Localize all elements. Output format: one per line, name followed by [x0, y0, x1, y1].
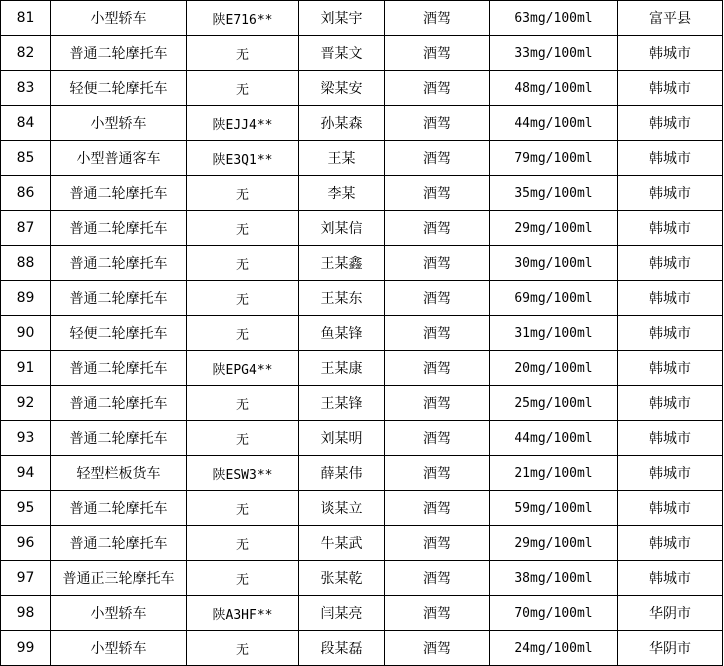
table-row — [1, 421, 723, 456]
alcohol-level-cell: 31mg/100ml — [490, 316, 618, 351]
violation-type-cell: 酒驾 — [385, 36, 490, 71]
violation-type-cell: 酒驾 — [385, 316, 490, 351]
violation-type-cell: 酒驾 — [385, 421, 490, 456]
location-cell: 韩城市 — [618, 386, 723, 421]
row-number-cell: 93 — [1, 421, 51, 456]
driver-name-cell: 牛某武 — [299, 526, 385, 561]
plate-number-cell: 无 — [187, 631, 299, 666]
driver-name-cell: 刘某信 — [299, 211, 385, 246]
table-row — [1, 386, 723, 421]
location-cell: 华阴市 — [618, 631, 723, 666]
alcohol-level-cell: 44mg/100ml — [490, 106, 618, 141]
plate-number-cell: 无 — [187, 561, 299, 596]
driver-name-cell: 王某鑫 — [299, 246, 385, 281]
location-cell: 韩城市 — [618, 526, 723, 561]
alcohol-level-cell: 24mg/100ml — [490, 631, 618, 666]
table-row — [1, 351, 723, 386]
violation-type-cell: 酒驾 — [385, 351, 490, 386]
vehicle-type-cell: 普通二轮摩托车 — [51, 281, 187, 316]
driver-name-cell: 段某磊 — [299, 631, 385, 666]
location-cell: 韩城市 — [618, 491, 723, 526]
plate-number-cell: 无 — [187, 211, 299, 246]
table-row — [1, 456, 723, 491]
plate-number-cell: 陕ESW3** — [187, 456, 299, 491]
vehicle-type-cell: 小型轿车 — [51, 596, 187, 631]
violation-type-cell: 酒驾 — [385, 281, 490, 316]
alcohol-level-cell: 29mg/100ml — [490, 211, 618, 246]
plate-number-cell: 无 — [187, 491, 299, 526]
vehicle-type-cell: 轻便二轮摩托车 — [51, 71, 187, 106]
vehicle-type-cell: 普通正三轮摩托车 — [51, 561, 187, 596]
violation-type-cell: 酒驾 — [385, 386, 490, 421]
table-row — [1, 141, 723, 176]
violation-type-cell: 酒驾 — [385, 1, 490, 36]
location-cell: 韩城市 — [618, 316, 723, 351]
driver-name-cell: 王某东 — [299, 281, 385, 316]
plate-number-cell: 无 — [187, 176, 299, 211]
row-number-cell: 91 — [1, 351, 51, 386]
vehicle-type-cell: 普通二轮摩托车 — [51, 211, 187, 246]
alcohol-level-cell: 70mg/100ml — [490, 596, 618, 631]
violation-type-cell: 酒驾 — [385, 211, 490, 246]
vehicle-type-cell: 轻便二轮摩托车 — [51, 316, 187, 351]
location-cell: 华阴市 — [618, 596, 723, 631]
row-number-cell: 84 — [1, 106, 51, 141]
violation-type-cell: 酒驾 — [385, 491, 490, 526]
location-cell: 富平县 — [618, 1, 723, 36]
alcohol-level-cell: 59mg/100ml — [490, 491, 618, 526]
table-row — [1, 281, 723, 316]
driver-name-cell: 王某康 — [299, 351, 385, 386]
driver-name-cell: 王某锋 — [299, 386, 385, 421]
row-number-cell: 85 — [1, 141, 51, 176]
plate-number-cell: 无 — [187, 526, 299, 561]
plate-number-cell: 陕EPG4** — [187, 351, 299, 386]
driver-name-cell: 梁某安 — [299, 71, 385, 106]
alcohol-level-cell: 35mg/100ml — [490, 176, 618, 211]
row-number-cell: 82 — [1, 36, 51, 71]
alcohol-level-cell: 38mg/100ml — [490, 561, 618, 596]
alcohol-level-cell: 79mg/100ml — [490, 141, 618, 176]
driver-name-cell: 鱼某锋 — [299, 316, 385, 351]
plate-number-cell: 无 — [187, 421, 299, 456]
table-row — [1, 526, 723, 561]
table-row — [1, 596, 723, 631]
table-row — [1, 36, 723, 71]
alcohol-level-cell: 69mg/100ml — [490, 281, 618, 316]
plate-number-cell: 陕A3HF** — [187, 596, 299, 631]
table-row — [1, 316, 723, 351]
plate-number-cell: 无 — [187, 246, 299, 281]
row-number-cell: 88 — [1, 246, 51, 281]
table-body — [1, 1, 723, 666]
driver-name-cell: 刘某明 — [299, 421, 385, 456]
plate-number-cell: 陕E3Q1** — [187, 141, 299, 176]
alcohol-level-cell: 29mg/100ml — [490, 526, 618, 561]
plate-number-cell: 陕EJJ4** — [187, 106, 299, 141]
table-row — [1, 211, 723, 246]
row-number-cell: 92 — [1, 386, 51, 421]
violation-type-cell: 酒驾 — [385, 176, 490, 211]
location-cell: 韩城市 — [618, 351, 723, 386]
vehicle-type-cell: 普通二轮摩托车 — [51, 491, 187, 526]
table-row — [1, 1, 723, 36]
vehicle-type-cell: 普通二轮摩托车 — [51, 176, 187, 211]
table-row — [1, 561, 723, 596]
row-number-cell: 89 — [1, 281, 51, 316]
row-number-cell: 90 — [1, 316, 51, 351]
driver-name-cell: 闫某亮 — [299, 596, 385, 631]
violation-type-cell: 酒驾 — [385, 246, 490, 281]
row-number-cell: 81 — [1, 1, 51, 36]
driver-name-cell: 晋某文 — [299, 36, 385, 71]
location-cell: 韩城市 — [618, 106, 723, 141]
violation-type-cell: 酒驾 — [385, 106, 490, 141]
vehicle-type-cell: 小型轿车 — [51, 1, 187, 36]
row-number-cell: 87 — [1, 211, 51, 246]
row-number-cell: 83 — [1, 71, 51, 106]
driver-name-cell: 谈某立 — [299, 491, 385, 526]
alcohol-level-cell: 63mg/100ml — [490, 1, 618, 36]
vehicle-type-cell: 普通二轮摩托车 — [51, 386, 187, 421]
vehicle-type-cell: 小型普通客车 — [51, 141, 187, 176]
vehicle-type-cell: 普通二轮摩托车 — [51, 36, 187, 71]
location-cell: 韩城市 — [618, 561, 723, 596]
alcohol-level-cell: 44mg/100ml — [490, 421, 618, 456]
location-cell: 韩城市 — [618, 456, 723, 491]
table-row — [1, 106, 723, 141]
row-number-cell: 97 — [1, 561, 51, 596]
violation-type-cell: 酒驾 — [385, 526, 490, 561]
alcohol-level-cell: 21mg/100ml — [490, 456, 618, 491]
location-cell: 韩城市 — [618, 176, 723, 211]
vehicle-type-cell: 普通二轮摩托车 — [51, 246, 187, 281]
table-row — [1, 631, 723, 666]
vehicle-type-cell: 轻型栏板货车 — [51, 456, 187, 491]
driver-name-cell: 薛某伟 — [299, 456, 385, 491]
row-number-cell: 96 — [1, 526, 51, 561]
plate-number-cell: 陕E716** — [187, 1, 299, 36]
driver-name-cell: 王某 — [299, 141, 385, 176]
table-row — [1, 491, 723, 526]
vehicle-type-cell: 普通二轮摩托车 — [51, 526, 187, 561]
violation-type-cell: 酒驾 — [385, 456, 490, 491]
location-cell: 韩城市 — [618, 211, 723, 246]
vehicle-type-cell: 普通二轮摩托车 — [51, 421, 187, 456]
driver-name-cell: 孙某森 — [299, 106, 385, 141]
violation-type-cell: 酒驾 — [385, 631, 490, 666]
table-row — [1, 176, 723, 211]
alcohol-level-cell: 48mg/100ml — [490, 71, 618, 106]
location-cell: 韩城市 — [618, 281, 723, 316]
plate-number-cell: 无 — [187, 316, 299, 351]
row-number-cell: 98 — [1, 596, 51, 631]
location-cell: 韩城市 — [618, 141, 723, 176]
plate-number-cell: 无 — [187, 36, 299, 71]
violation-type-cell: 酒驾 — [385, 596, 490, 631]
table-row — [1, 71, 723, 106]
violation-type-cell: 酒驾 — [385, 71, 490, 106]
violation-type-cell: 酒驾 — [385, 561, 490, 596]
location-cell: 韩城市 — [618, 36, 723, 71]
row-number-cell: 95 — [1, 491, 51, 526]
row-number-cell: 94 — [1, 456, 51, 491]
alcohol-level-cell: 25mg/100ml — [490, 386, 618, 421]
alcohol-level-cell: 33mg/100ml — [490, 36, 618, 71]
plate-number-cell: 无 — [187, 71, 299, 106]
plate-number-cell: 无 — [187, 386, 299, 421]
violation-type-cell: 酒驾 — [385, 141, 490, 176]
driver-name-cell: 张某乾 — [299, 561, 385, 596]
driver-name-cell: 刘某宇 — [299, 1, 385, 36]
row-number-cell: 99 — [1, 631, 51, 666]
driver-name-cell: 李某 — [299, 176, 385, 211]
table-row — [1, 246, 723, 281]
location-cell: 韩城市 — [618, 421, 723, 456]
vehicle-type-cell: 小型轿车 — [51, 106, 187, 141]
vehicle-type-cell: 小型轿车 — [51, 631, 187, 666]
plate-number-cell: 无 — [187, 281, 299, 316]
vehicle-type-cell: 普通二轮摩托车 — [51, 351, 187, 386]
alcohol-level-cell: 20mg/100ml — [490, 351, 618, 386]
row-number-cell: 86 — [1, 176, 51, 211]
location-cell: 韩城市 — [618, 246, 723, 281]
alcohol-level-cell: 30mg/100ml — [490, 246, 618, 281]
location-cell: 韩城市 — [618, 71, 723, 106]
